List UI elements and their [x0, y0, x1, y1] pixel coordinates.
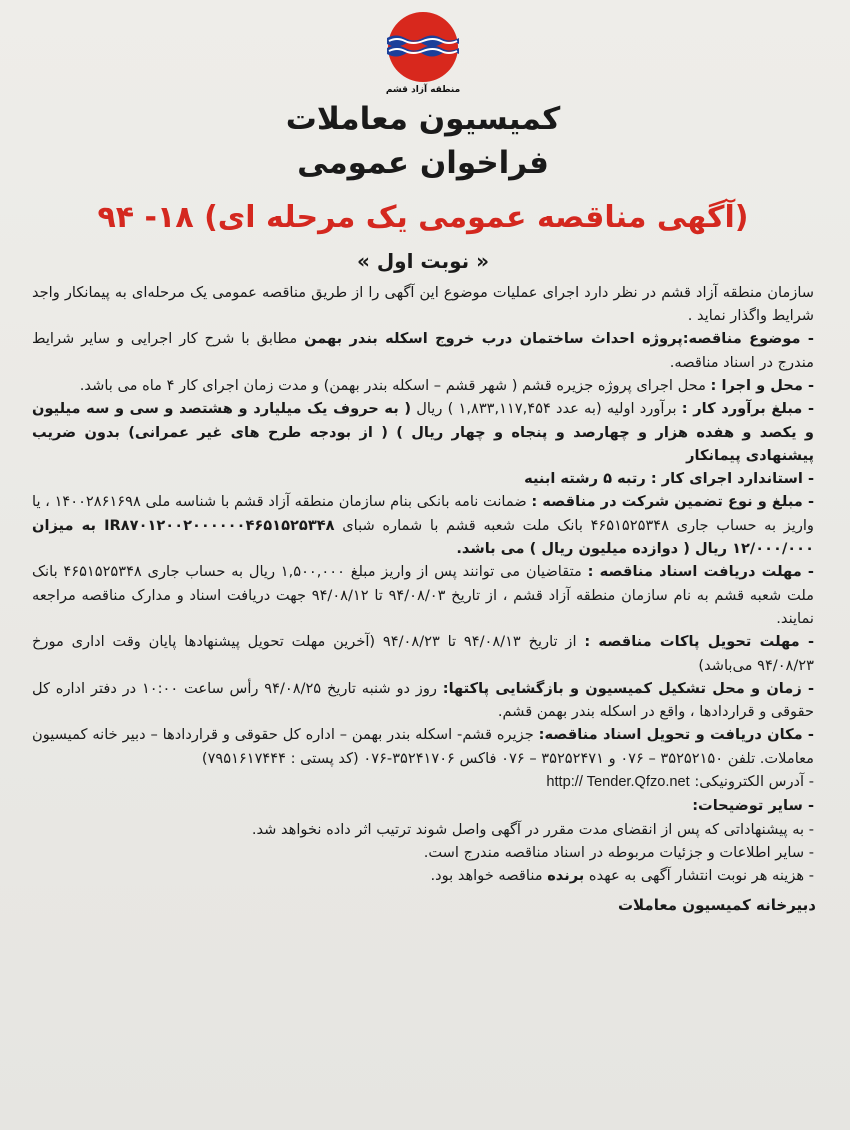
- guarantee-text: ضمانت نامه بانکی بنام سازمان منطقه آزاد قشم با شناسه ملی ۱۴۰۰۲۸۶۱۶۹۸ ، یا واریز به حساب جاری ۴۶۵۱۵۲۵۳۴۸ بانک ملت شعبه قشم با شماره شبای: [32, 493, 814, 534]
- standard-label: - استاندارد اجرای کار :: [650, 470, 814, 488]
- signature: دبیرخانه کمیسیون معاملات: [617, 895, 816, 914]
- website-link[interactable]: http:// Tender.Qfzo.net: [546, 774, 690, 791]
- opening-label: - زمان و محل تشکیل کمیسیون و بازگشایی پاکتها:: [442, 679, 815, 697]
- logo-icon: [373, 10, 473, 96]
- opening-text: روز دو شنبه تاریخ ۹۴/۰۸/۲۵ رأس ساعت ۱۰:۰۰ در دفتر اداره کل حقوقی و قراردادها ، واقع در اسکله بندر بهمن قشم.: [32, 679, 814, 721]
- website-label: - آدرس الکترونیکی:: [689, 773, 814, 791]
- guarantee-label: - مبلغ و نوع تضمین شرکت در مناقصه :: [531, 493, 815, 511]
- docs-deadline-paragraph: [32, 560, 814, 630]
- standard-bold: رتبه ۵ رشته ابنیه: [524, 470, 651, 488]
- estimate-bold: ( به حروف یک میلیارد و هشتصد و سی و سه میلیون و یکصد و هفده هزار و چهارصد و پنجاه و چهار ریال ) ( از بودجه طرح های غیر عمرانی) بدون ضریب پیشنهادی پیمانکار: [32, 400, 814, 464]
- docs-deadline-label: - مهلت دریافت اسناد مناقصه :: [587, 563, 814, 581]
- location-label: - محل و اجرا :: [710, 376, 814, 394]
- estimate-text: برآورد اولیه (به عدد ۱,۸۳۳,۱۱۷,۴۵۴ ) ریال: [411, 400, 682, 418]
- note-3-a: - هزینه هر نوبت انتشار آگهی به عهده: [584, 867, 814, 885]
- estimate-label: - مبلغ برآورد کار :: [681, 400, 814, 418]
- note-item-3: [32, 864, 814, 887]
- commission-title: کمیسیون معاملات: [285, 101, 561, 137]
- subject-bold: پروژه احداث ساختمان درب خروج اسکله بندر بهمن: [304, 330, 683, 348]
- intro-paragraph: سازمان منطقه آزاد قشم در نظر دارد اجرای عملیات موضوع این آگهی را از طریق مناقصه عمومی یک مرحله‌ای به پیمانکار واجد شرایط واگذار نماید .: [32, 283, 814, 325]
- website-paragraph: [32, 770, 814, 794]
- place-text: جزیره قشم- اسکله بندر بهمن – اداره کل حقوقی و قراردادها – دبیر خانه کمیسیون معاملات. تلفن ۳۵۲۵۲۱۵۰ – ۰۷۶ و ۳۵۲۵۲۴۷۱ – ۰۷۶ فاکس ۳۵۲۴۱۷۰۶-۰۷۶ (کد پستی : ۷۹۵۱۶۱۷۴۴۴): [32, 726, 814, 767]
- subject-text: مطابق با شرح کار اجرایی و سایر شرایط مندرج در اسناد مناقصه.: [32, 330, 814, 371]
- tender-title: (آگهی مناقصه عمومی یک مرحله ای) ۱۸- ۹۴: [97, 200, 749, 236]
- note-item-2: - سایر اطلاعات و جزئیات مربوطه در اسناد مناقصه مندرج است.: [423, 843, 814, 861]
- opening-paragraph: [32, 677, 814, 724]
- public-call-title: فراخوان عمومی: [297, 144, 549, 181]
- subject-label: - موضوع مناقصه:: [682, 330, 814, 348]
- guarantee-paragraph: [32, 490, 814, 560]
- docs-deadline-text: متقاضیان می توانند پس از واریز مبلغ ۱,۵۰۰,۰۰۰ ریال به حساب جاری ۴۶۵۱۵۲۵۳۴۸ بانک ملت شعبه قشم به نام سازمان منطقه آزاد قشم ، از تاریخ ۹۴/۰۸/۰۳ تا ۹۴/۰۸/۱۲ جهت دریافت اسناد و مدارک مناقصه مراجعه نمایند.: [32, 563, 814, 627]
- round-label: « نوبت اول »: [356, 248, 490, 273]
- note-item-1: - به پیشنهاداتی که پس از انقضای مدت مقرر در آگهی واصل شوند ترتیب اثر داده نخواهد شد.: [251, 820, 814, 838]
- note-3-b: برنده: [547, 867, 585, 885]
- logo-caption: منطقه آزاد قشم: [385, 85, 461, 95]
- delivery-deadline-label: - مهلت تحویل پاکات مناقصه :: [584, 633, 814, 651]
- location-paragraph: [32, 374, 814, 397]
- guarantee-bold: IR۸۷۰۱۲۰۰۲۰۰۰۰۰۰۴۶۵۱۵۲۵۳۴۸ به میزان ۱۲/۰۰۰/۰۰۰ ریال ( دوازده میلیون ریال ) می باشد.: [32, 516, 814, 558]
- standard-paragraph: [32, 467, 814, 490]
- other-notes-title: - سایر توضیحات:: [692, 797, 814, 815]
- subject-paragraph: [32, 327, 814, 374]
- estimate-paragraph: [32, 397, 814, 467]
- place-paragraph: [32, 723, 814, 770]
- delivery-deadline-paragraph: [32, 630, 814, 677]
- place-label: - مکان دریافت و تحویل اسناد مناقصه:: [538, 726, 814, 744]
- location-text: محل اجرای پروژه جزیره قشم ( شهر قشم – اسکله بندر بهمن) و مدت زمان اجرای کار ۴ ماه می باشد.: [79, 376, 711, 394]
- notice-body: [30, 281, 816, 888]
- delivery-deadline-text: از تاریخ ۹۴/۰۸/۱۳ تا ۹۴/۰۸/۲۳ (آخرین مهلت تحویل پیشنهادها پایان وقت اداری مورخ ۹۴/۰۸/۲۳ می‌باشد): [32, 633, 814, 674]
- qeshm-free-zone-logo: [30, 10, 816, 98]
- note-3-c: مناقصه خواهد بود.: [430, 867, 548, 885]
